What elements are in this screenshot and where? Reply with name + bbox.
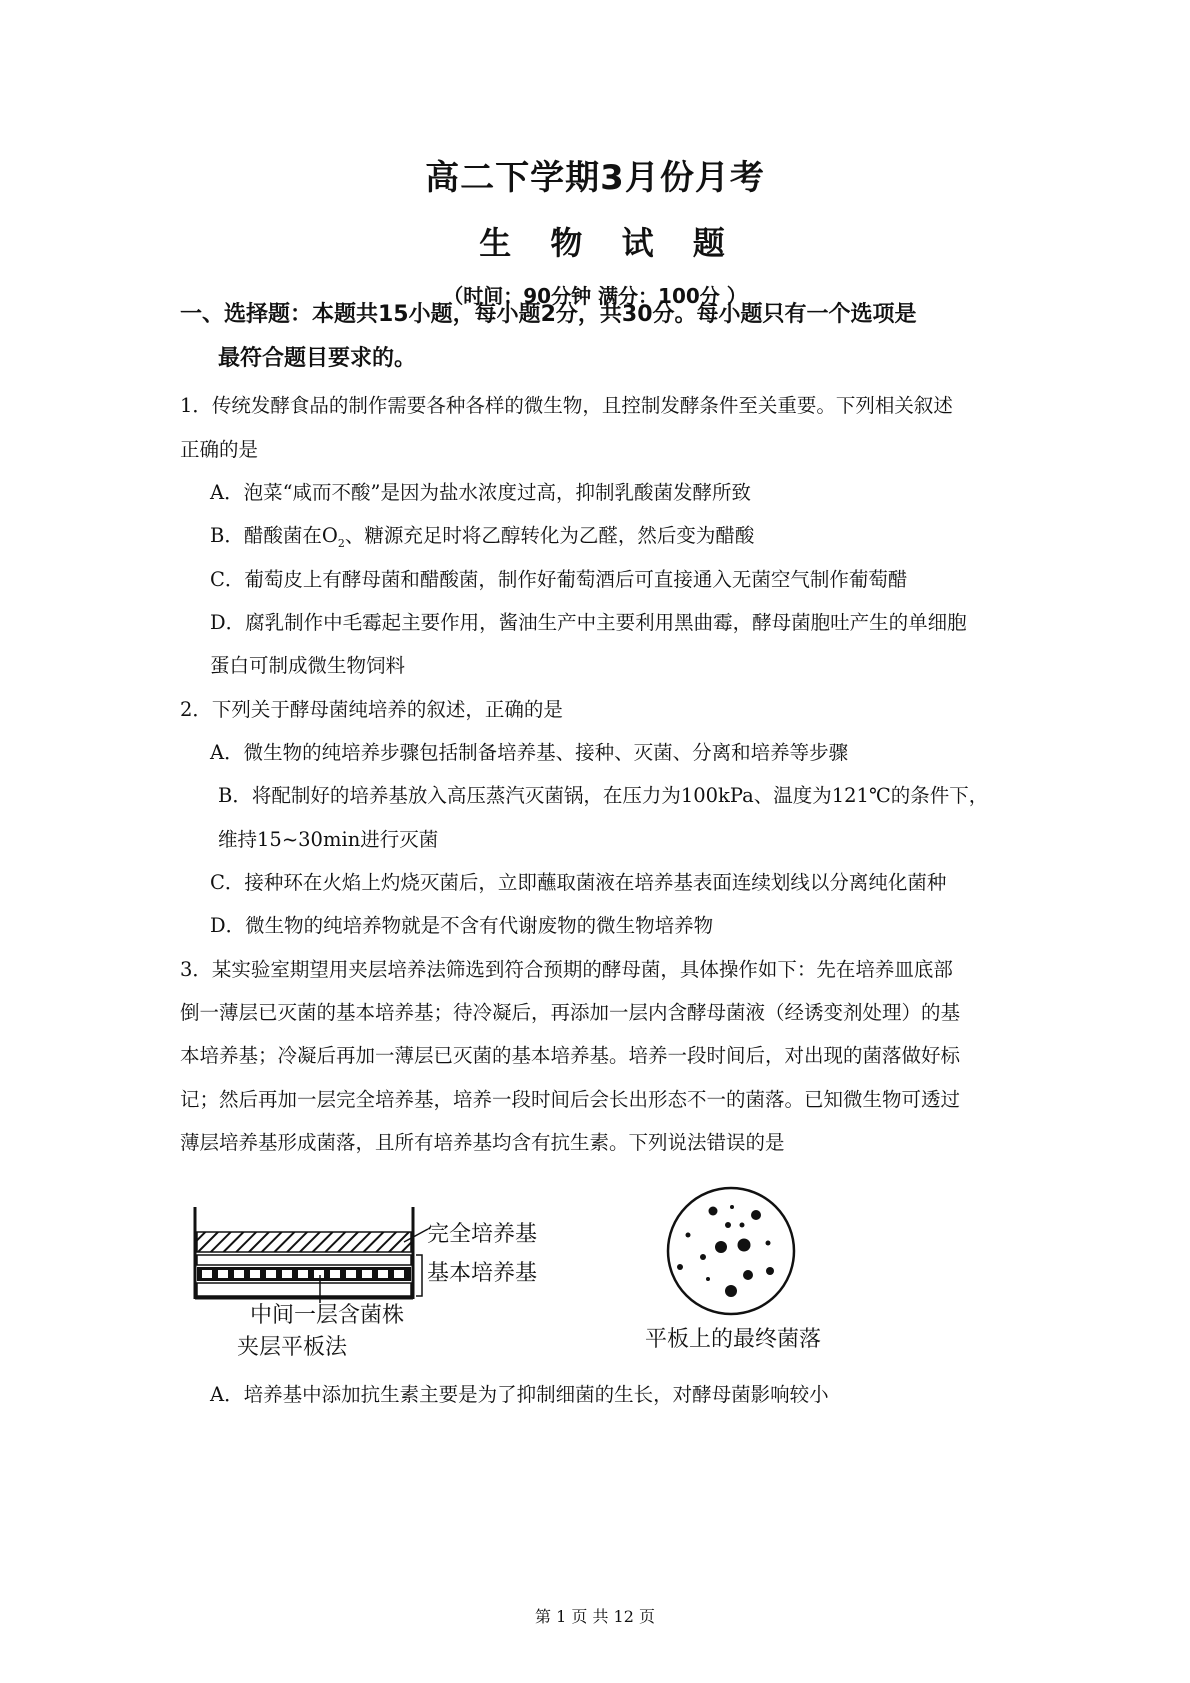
- q3-stem-line2: 倒一薄层已灭菌的基本培养基；待冷凝后，再添加一层内含酵母菌液（经诱变剂处理）的基: [180, 1001, 961, 1024]
- q1-option-a: A．泡菜“咸而不酸”是因为盐水浓度过高，抑制乳酸菌发酵所致: [210, 481, 752, 504]
- complete-medium-layer: [197, 1232, 411, 1252]
- subject-title: 生 物 试 题: [479, 224, 739, 262]
- exam-info: （时间：90分钟 满分：100分 ）: [443, 284, 747, 308]
- q1-stem-line1: 1．传统发酵食品的制作需要各种各样的微生物，且控制发酵条件至关重要。下列相关叙述: [180, 394, 953, 417]
- complete-medium-label: 完全培养基: [427, 1222, 538, 1247]
- q2-stem: 2．下列关于酵母菌纯培养的叙述，正确的是: [180, 698, 563, 721]
- q3-option-a: A．培养基中添加抗生素主要是为了抑制细菌的生长，对酵母菌影响较小: [210, 1383, 829, 1406]
- q1-option-b: B．醋酸菌在$O_2$、糖源充足时将乙醇转化为乙醛，然后变为醋酸: [210, 524, 755, 550]
- q1-option-d-line1: D．腐乳制作中毛霉起主要作用，酱油生产中主要利用黑曲霉，酵母菌胞吐产生的单细胞: [210, 611, 967, 634]
- basic-medium-bottom-layer: [197, 1283, 411, 1296]
- q3-stem-line4: 记；然后再加一层完全培养基，培养一段时间后会长出形态不一的菌落。已知微生物可透过: [180, 1088, 961, 1111]
- middle-layer-label: 中间一层含菌株: [250, 1303, 405, 1328]
- middle-strain-layer: [197, 1267, 411, 1281]
- section-heading-line2: 最符合题目要求的。: [218, 346, 417, 371]
- q1-option-c: C．葡萄皮上有酵母菌和醋酸菌，制作好葡萄酒后可直接通入无菌空气制作葡萄醋: [210, 568, 908, 591]
- section-heading-line1: 一、选择题：本题共15小题，每小题2分，共30分。每小题只有一个选项是: [180, 302, 917, 327]
- q2-option-d: D．微生物的纯培养物就是不含有代谢废物的微生物培养物: [210, 914, 714, 937]
- exam-title: 高二下学期3月份月考: [425, 158, 765, 198]
- q1-stem-line2: 正确的是: [180, 438, 259, 461]
- q2-option-c: C．接种环在火焰上灼烧灭菌后，立即蘸取菌液在培养基表面连续划线以分离纯化菌种: [210, 871, 947, 894]
- final-colonies-plate: [658, 1185, 808, 1317]
- basic-medium-top-layer: [197, 1255, 411, 1265]
- q2-option-b-line1: B．将配制好的培养基放入高压蒸汽灭菌锅，在压力为100kPa、温度为121℃的条件下，: [218, 784, 989, 807]
- final-colonies-caption: 平板上的最终菌落: [645, 1327, 822, 1352]
- q1-option-d-line2: 蛋白可制成微生物饲料: [210, 654, 406, 677]
- q2-option-a: A．微生物的纯培养步骤包括制备培养基、接种、灭菌、分离和培养等步骤: [210, 741, 849, 764]
- q2-option-b-line2: 维持15~30min进行灭菌: [218, 828, 439, 851]
- q3-stem-line5: 薄层培养基形成菌落，且所有培养基均含有抗生素。下列说法错误的是: [180, 1131, 785, 1154]
- sandwich-method-caption: 夹层平板法: [237, 1335, 348, 1360]
- basic-medium-label: 基本培养基: [427, 1261, 538, 1286]
- page-footer: 第 1 页 共 12 页: [535, 1607, 655, 1626]
- basic-medium-bracket: [416, 1255, 422, 1296]
- q3-stem-line3: 本培养基；冷凝后再加一薄层已灭菌的基本培养基。培养一段时间后，对出现的菌落做好标: [180, 1044, 961, 1067]
- q3-stem-line1: 3．某实验室期望用夹层培养法筛选到符合预期的酵母菌，具体操作如下：先在培养皿底部: [180, 958, 953, 981]
